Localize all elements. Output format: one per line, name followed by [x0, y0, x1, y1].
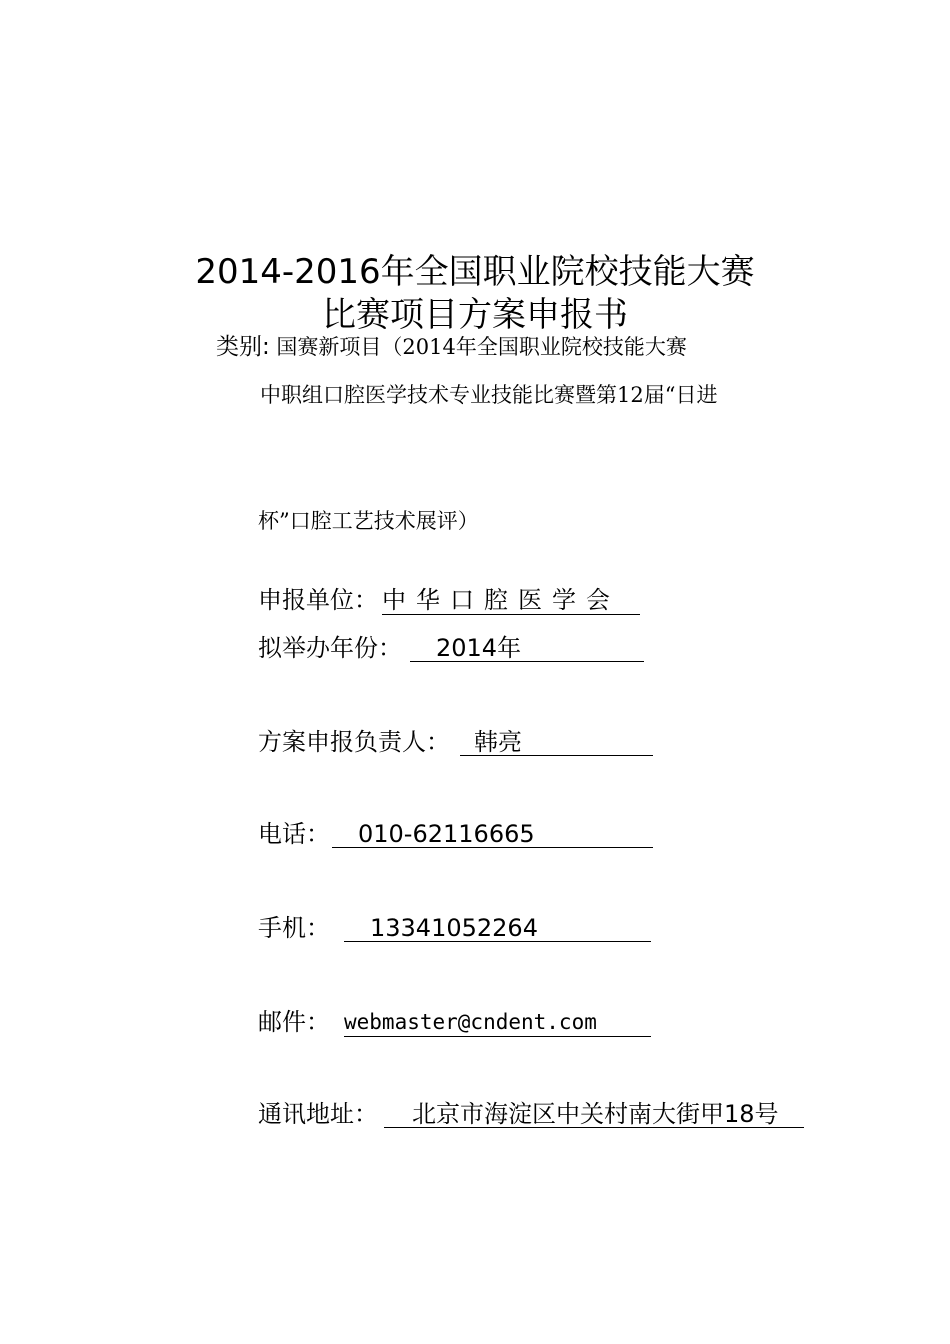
field-mobile-value: 13341052264 — [344, 912, 651, 942]
field-address — [258, 1098, 779, 1130]
field-year-value: 2014年 — [410, 632, 644, 662]
field-unit-label: 申报单位： — [258, 586, 378, 614]
category-line-1 — [216, 333, 687, 361]
field-person-label: 方案申报负责人： — [258, 728, 450, 756]
field-address-label: 通讯地址： — [258, 1100, 378, 1128]
title-line-1: 2014-2016年全国职业院校技能大赛 — [195, 252, 755, 292]
field-mobile — [258, 912, 538, 944]
category-label: 类别: — [216, 334, 270, 360]
field-email-value: webmaster@cndent.com — [344, 1006, 651, 1037]
field-phone — [258, 818, 535, 850]
category-line-3: 杯”口腔工艺技术展评） — [258, 509, 479, 533]
field-year-label: 拟举办年份： — [258, 634, 402, 662]
field-person-value: 韩亮 — [460, 726, 653, 756]
field-phone-value: 010-62116665 — [332, 818, 653, 848]
field-year — [258, 632, 522, 664]
field-unit-value: 中华口腔医学会 — [382, 584, 640, 615]
field-phone-label: 电话： — [258, 820, 330, 848]
title-line-2: 比赛项目方案申报书 — [322, 295, 628, 335]
field-email-label: 邮件： — [258, 1008, 330, 1036]
field-person — [258, 726, 522, 758]
field-address-value: 北京市海淀区中关村南大街甲18号 — [384, 1098, 804, 1128]
field-email — [258, 1006, 597, 1038]
field-mobile-label: 手机： — [258, 914, 330, 942]
category-text-1: 国赛新项目（2014年全国职业院校技能大赛 — [269, 335, 687, 359]
field-unit — [258, 584, 620, 616]
category-line-2: 中职组口腔医学技术专业技能比赛暨第12届“日进 — [260, 383, 718, 407]
